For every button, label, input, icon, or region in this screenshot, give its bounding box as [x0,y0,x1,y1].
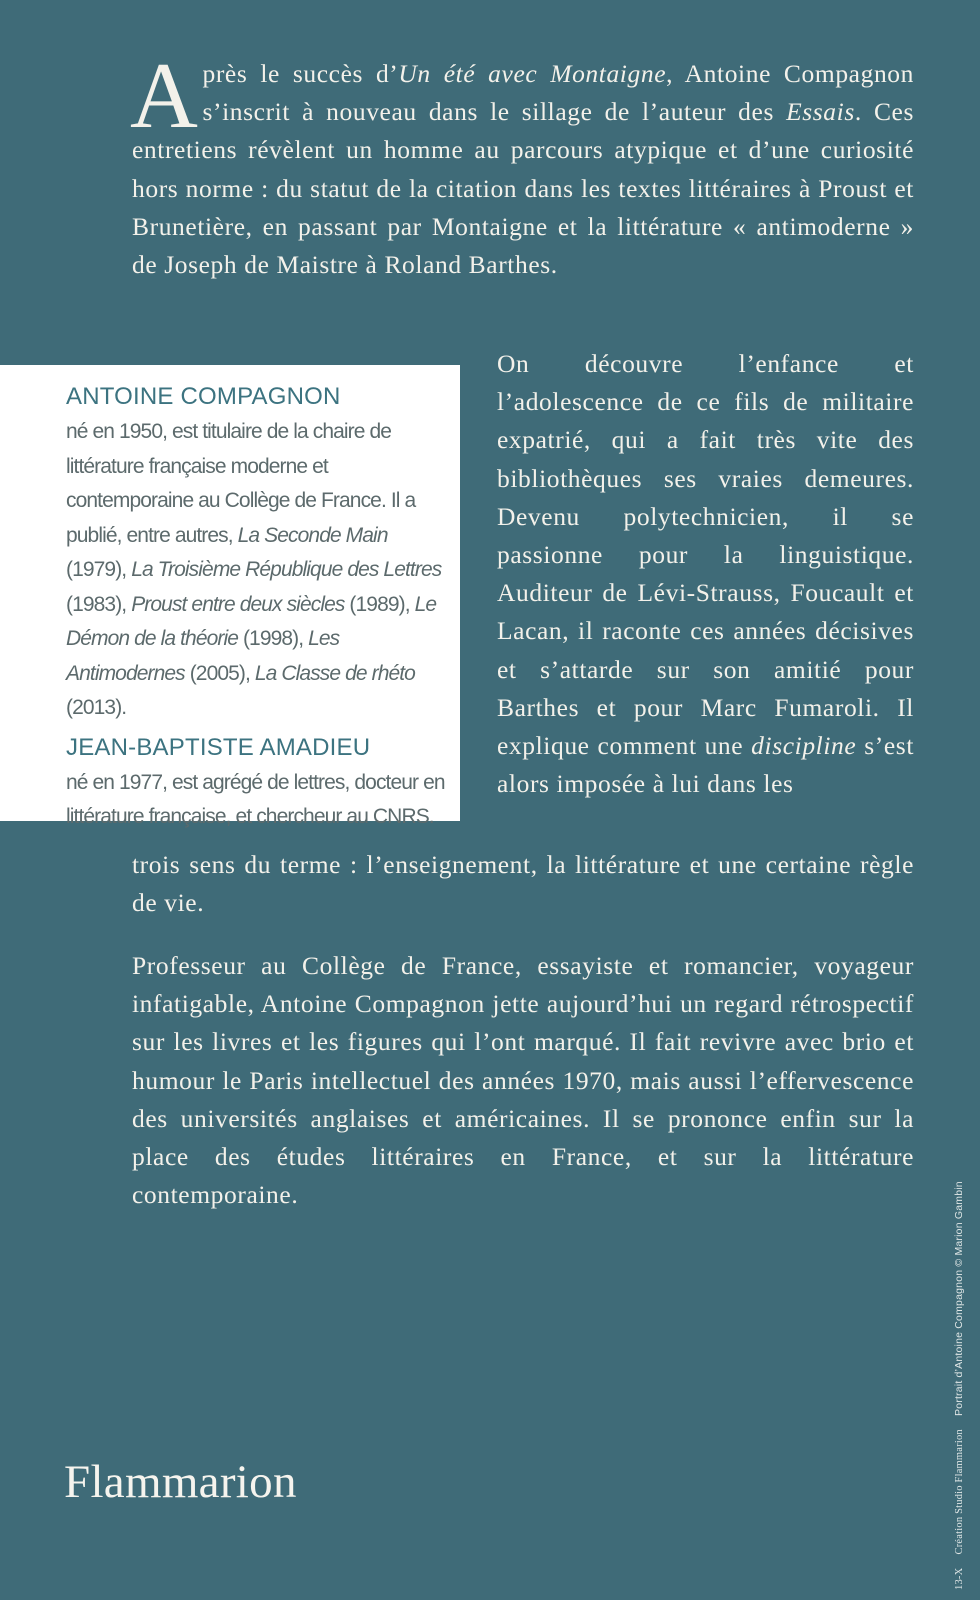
second-paragraph-column: On découvre l’enfance et l’adolescence de ce fils de militaire expatrié, qui a fait très vite des bibliothèques ses vraies demeures. Devenu polytechnicien, il se passionne pour la linguistique. Auditeur de Lévi-Strauss, Foucault et Lacan, il raconte ces années décisives et s’attarde sur son amitié pour Barthes et pour Marc Fumaroli. Il explique comment une discipline s’est alors imposée à lui dans les [497,349,914,799]
work-title: Les Antimodernes [66,627,340,685]
second-paragraph-tail: trois sens du terme : l’enseignement, la littérature et une certaine règle de vie. [132,850,914,918]
catalog-code: 13-X [954,1567,965,1590]
third-paragraph: Professeur au Collège de France, essayiste et romancier, voyageur infatigable, Antoine Compagnon jette aujourd’hui un regard rétrospectif sur les livres et les figures qui l’ont marqué. Il fait revivre avec brio et humour le Paris intellectuel des années 1970, mais aussi l’effervescence des universités anglaises et américaines. Il se prononce enfin sur la place des études littéraires en France, et sur la littérature contemporaine. [132,951,914,1210]
author-name-compagnon: ANTOINE COMPAGNON [66,383,341,410]
author-name-amadieu: JEAN-BAPTISTE AMADIEU [66,733,371,761]
author-bio-compagnon: né en 1950, est titulaire de la chaire de littérature française moderne et contemporaine au Collège de France. Il a publié, entre autres, La Seconde Main (1979), La Troisième République des Lettres (1983), Proust entre deux siècles (1989), Le Démon de la théorie (1998), Les Antimodernes (2005), La Classe de rhéto (2013). [66,420,442,719]
intro-text-3: . Ces entretiens révèlent un homme au parcours atypique et d’une curiosité hors norme : du statut de la citation dans les textes littéraires à Proust et Brunetière, en passant par Montaigne et la littérature « antimoderne » de Joseph de Maistre à Roland Barthes. [132,97,914,280]
work-title: La Troisième République des Lettres [131,558,442,581]
author-info-box [0,365,460,828]
discipline-word: discipline [751,731,857,761]
work-title: Proust entre deux siècles [131,592,345,616]
book-title-essais: Essais [786,97,855,127]
vertical-credits [953,1171,965,1590]
design-credit: Création Studio Flammarion [954,1429,965,1555]
work-title: Le Démon de la théorie [66,592,437,650]
work-title: La Seconde Main [237,523,388,547]
intro-text-1: près le succès d’ [202,59,399,88]
intro-paragraph [130,44,914,284]
author-bio-amadieu: né en 1977, est agrégé de lettres, docteur en littérature française, et chercheur au CNRS. [66,770,445,828]
portrait-credit: Portrait d’Antoine Compagnon © Marion Gambin [953,1181,965,1416]
work-title: La Classe de rhéto [254,661,415,685]
intro-text-2: , Antoine Compagnon s’inscrit à nouveau dans le sillage de l’auteur des [202,59,914,127]
drop-cap: A [130,44,199,148]
publisher-logo: Flammarion [64,1456,297,1508]
book-title-montaigne: Un été avec Montaigne [398,59,667,88]
